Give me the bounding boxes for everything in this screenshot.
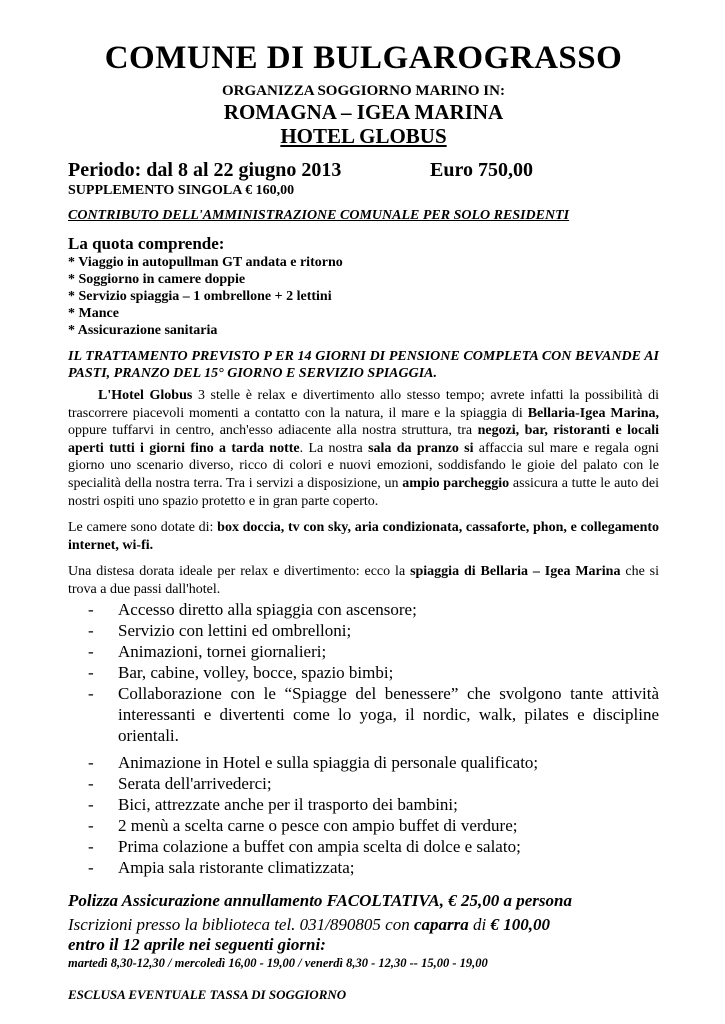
list-item	[68, 620, 659, 641]
dash-bullet: -	[88, 620, 94, 640]
hotel-desc-text: assicura a tutte le auto dei nostri ospiti uno spazio protetto e in gran parte coperto.	[68, 475, 660, 509]
localita-line: ROMAGNA – IGEA MARINA	[223, 100, 504, 124]
dash-bullet: -	[88, 857, 94, 877]
list-item	[68, 599, 659, 620]
quota-item: * Soggiorno in camere doppie	[68, 272, 246, 287]
treatment-note: IL TRATTAMENTO PREVISTO P ER 14 GIORNI DI PENSIONE COMPLETA CON BEVANDE AI PASTI, PRANZO DEL 15° GIORNO E SERVIZIO SPIAGGIA.	[68, 349, 659, 381]
list-item	[68, 836, 659, 857]
deposit-amount: € 100,00	[490, 914, 550, 934]
dash-bullet: -	[88, 815, 94, 835]
beach-name: spiaggia di Bellaria – Igea Marina	[410, 564, 621, 580]
list-item	[68, 752, 659, 773]
list-item-text: Ampia sala ristorante climatizzata;	[118, 857, 355, 877]
registration-deadline: entro il 12 aprile nei seguenti giorni:	[68, 934, 326, 954]
list-item-text: Bici, attrezzate anche per il trasporto dei bambini;	[118, 794, 458, 814]
list-item-text: Servizio con lettini ed ombrelloni;	[118, 620, 352, 640]
organizza-line: ORGANIZZA SOGGIORNO MARINO IN:	[222, 83, 505, 99]
opening-hours: martedì 8,30-12,30 / mercoledì 16,00 - 19,00 / venerdì 8,30 - 12,30 -- 15,00 - 19,00	[68, 955, 488, 970]
list-item-text: Collaborazione con le “Spiagge del benessere” che svolgono tante attività interessanti e divertenti come lo yoga, il nordic, walk, pilates e discipline orientali.	[118, 683, 659, 745]
deposit-di: di	[472, 914, 487, 934]
list-item	[68, 662, 659, 683]
registration-line	[68, 915, 659, 935]
page-title: COMUNE DI BULGAROGRASSO	[104, 40, 623, 76]
quota-list	[68, 254, 659, 339]
hotel-desc-text: . La nostra	[299, 440, 363, 456]
quota-item: * Viaggio in autopullman GT andata e ritorno	[68, 255, 343, 270]
beach-services-list	[68, 599, 659, 746]
list-item-text: Animazioni, tornei giornalieri;	[118, 641, 327, 661]
hotel-desc-bold: Bellaria-Igea Marina,	[527, 405, 659, 421]
list-item-text: Accesso diretto alla spiaggia con ascensore;	[118, 599, 417, 619]
list-item	[68, 641, 659, 662]
supplement-line: SUPPLEMENTO SINGOLA € 160,00	[68, 183, 295, 198]
list-item	[68, 857, 659, 878]
dash-bullet: -	[88, 662, 94, 682]
list-item-text: Bar, cabine, volley, bocce, spazio bimbi;	[118, 662, 394, 682]
price-text: Euro 750,00	[430, 159, 533, 181]
list-item	[68, 773, 659, 794]
list-item-text: 2 menù a scelta carne o pesce con ampio buffet di verdure;	[118, 815, 518, 835]
dash-bullet: -	[88, 773, 94, 793]
rooms-intro: Le camere sono dotate di:	[68, 520, 214, 536]
hotel-desc-text: oppure tuffarvi in centro, anch'esso adiacente alla nostra struttura, tra	[68, 423, 473, 439]
quota-item: * Assicurazione sanitaria	[68, 323, 218, 338]
contribution-note: CONTRIBUTO DELL'AMMINISTRAZIONE COMUNALE PER SOLO RESIDENTI	[68, 208, 570, 223]
dash-bullet: -	[88, 794, 94, 814]
beach-intro: Una distesa dorata ideale per relax e divertimento: ecco la	[68, 564, 406, 580]
hotel-name: HOTEL GLOBUS	[280, 124, 447, 148]
dash-bullet: -	[88, 641, 94, 661]
list-item-text: Animazione in Hotel e sulla spiaggia di personale qualificato;	[118, 752, 539, 772]
tax-note: ESCLUSA EVENTUALE TASSA DI SOGGIORNO	[68, 986, 347, 1002]
beach-paragraph	[68, 563, 659, 598]
list-item	[68, 683, 659, 746]
hotel-description	[68, 387, 659, 510]
registration-text: Iscrizioni presso la biblioteca tel. 031/890805 con	[68, 914, 410, 934]
period-line	[68, 158, 659, 182]
insurance-note: Polizza Assicurazione annullamento FACOLTATIVA, € 25,00 a persona	[68, 890, 572, 910]
hotel-services-list	[68, 752, 659, 878]
dash-bullet: -	[88, 836, 94, 856]
list-item-text: Serata dell'arrivederci;	[118, 773, 272, 793]
rooms-features: box doccia, tv con sky, aria condizionata, cassaforte, phon, e collegamento internet, wi-fi.	[68, 520, 660, 553]
hotel-desc-bold: ampio parcheggio	[402, 475, 510, 491]
quota-heading: La quota comprende:	[68, 234, 225, 253]
hotel-desc-bold: negozi, bar, ristoranti e locali aperti tutti i giorni fino a tarda notte	[68, 423, 659, 456]
rooms-paragraph	[68, 519, 659, 554]
hotel-desc-text: 3 stelle è relax e divertimento allo stesso tempo; avrete infatti la possibilità di trascorrere piacevoli momenti a contatto con la natura, il mare e la spiaggia di	[68, 388, 660, 421]
period-text: Periodo: dal 8 al 22 giugno 2013	[68, 159, 342, 181]
hotel-desc-bold: L'Hotel Globus	[98, 388, 193, 403]
hotel-desc-text: affaccia sul mare e regala ogni giorno uno scenario diverso, ricco di colori e nuovi emozioni, soddisfando le gioie del palato con le specialità della nostra terra. Tra i servizi a disposizione, un	[68, 440, 660, 491]
deposit-label: caparra	[413, 914, 469, 934]
list-item	[68, 794, 659, 815]
dash-bullet: -	[88, 752, 94, 772]
list-item-text: Prima colazione a buffet con ampia scelta di dolce e salato;	[118, 836, 521, 856]
dash-bullet: -	[88, 683, 94, 703]
hotel-desc-bold: sala da pranzo si	[368, 440, 474, 456]
quota-item: * Servizio spiaggia – 1 ombrellone + 2 lettini	[68, 289, 332, 304]
list-item	[68, 815, 659, 836]
quota-item: * Mance	[68, 306, 119, 321]
dash-bullet: -	[88, 599, 94, 619]
beach-end: che si trova a due passi dall'hotel.	[68, 564, 660, 597]
